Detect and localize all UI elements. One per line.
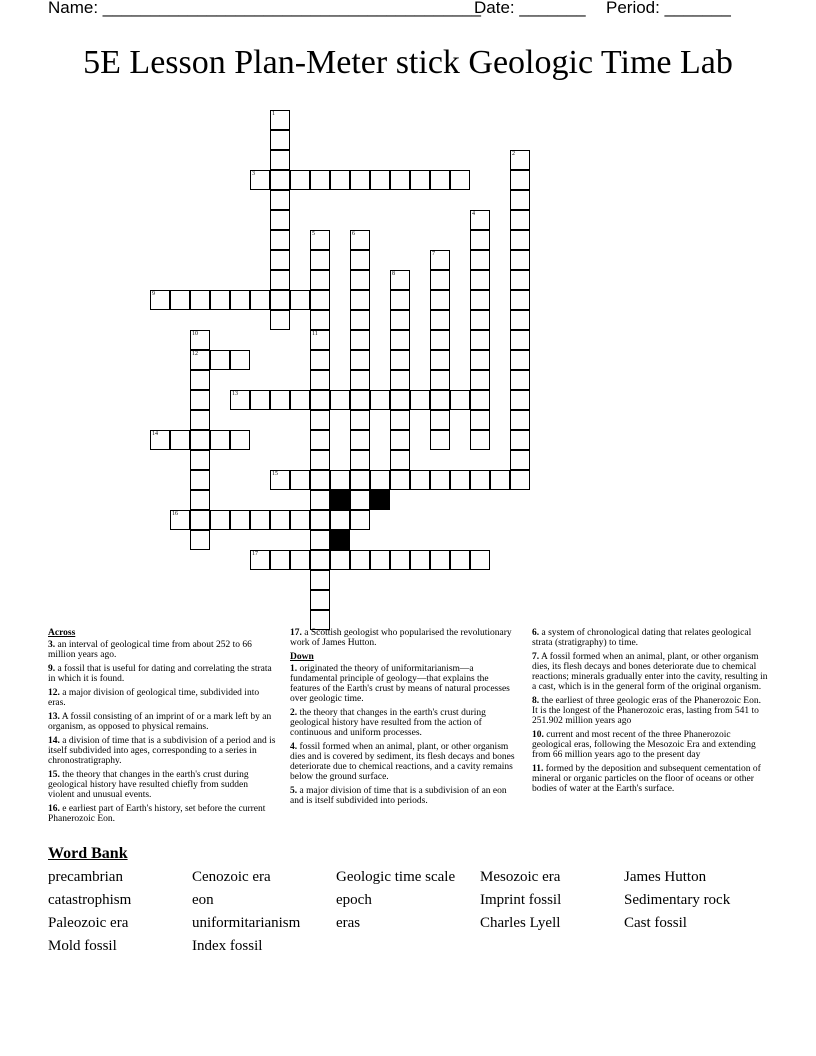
clue-down-1: 1. originated the theory of uniformitarianism—a fundamental principle of geology—that explains the features of the Earth's crust by means of natural processes over geologic time. xyxy=(290,664,510,704)
crossword-cell[interactable] xyxy=(390,450,410,470)
crossword-cell[interactable] xyxy=(470,210,490,230)
crossword-cell[interactable] xyxy=(470,250,490,270)
word-bank-item: precambrian xyxy=(48,869,123,885)
crossword-cell[interactable] xyxy=(350,270,370,290)
crossword-cell[interactable] xyxy=(190,490,210,510)
crossword-black-square xyxy=(370,490,390,510)
crossword-cell[interactable] xyxy=(510,430,530,450)
crossword-cell[interactable] xyxy=(310,510,330,530)
crossword-cell[interactable] xyxy=(170,290,190,310)
clue-number: 14 xyxy=(152,431,158,437)
crossword-cell[interactable] xyxy=(290,290,310,310)
clue-number: 3 xyxy=(252,171,255,177)
date-field-label[interactable]: Date: _______ xyxy=(474,0,586,17)
crossword-cell[interactable] xyxy=(510,170,530,190)
crossword-cell[interactable] xyxy=(450,390,470,410)
crossword-cell[interactable] xyxy=(270,170,290,190)
crossword-cell[interactable] xyxy=(510,390,530,410)
word-bank-item: epoch xyxy=(336,892,372,908)
crossword-cell[interactable] xyxy=(490,470,510,490)
crossword-cell[interactable] xyxy=(510,330,530,350)
crossword-cell[interactable] xyxy=(470,270,490,290)
word-bank-item: Cenozoic era xyxy=(192,869,271,885)
crossword-cell[interactable] xyxy=(350,170,370,190)
crossword-cell[interactable] xyxy=(350,390,370,410)
clue-down-4: 4. fossil formed when an animal, plant, or other organism dies and is covered by sediment, its flesh decays and bones deteriorate due to chemical reactions, and a cavity remains below the ground surface. xyxy=(290,742,515,782)
crossword-cell[interactable] xyxy=(430,390,450,410)
crossword-cell[interactable] xyxy=(310,310,330,330)
crossword-cell[interactable] xyxy=(390,310,410,330)
crossword-cell[interactable] xyxy=(230,510,250,530)
crossword-cell[interactable] xyxy=(390,370,410,390)
crossword-cell[interactable] xyxy=(310,230,330,250)
crossword-cell[interactable] xyxy=(450,470,470,490)
crossword-cell[interactable] xyxy=(470,410,490,430)
crossword-cell[interactable] xyxy=(390,290,410,310)
crossword-cell[interactable] xyxy=(330,390,350,410)
crossword-cell[interactable] xyxy=(230,390,250,410)
clue-number: 12 xyxy=(192,351,198,357)
crossword-cell[interactable] xyxy=(190,510,210,530)
crossword-cell[interactable] xyxy=(510,190,530,210)
crossword-cell[interactable] xyxy=(270,310,290,330)
crossword-cell[interactable] xyxy=(290,390,310,410)
crossword-cell[interactable] xyxy=(450,550,470,570)
crossword-cell[interactable] xyxy=(350,310,370,330)
crossword-cell[interactable] xyxy=(350,550,370,570)
crossword-cell[interactable] xyxy=(250,510,270,530)
crossword-cell[interactable] xyxy=(310,470,330,490)
word-bank-title: Word Bank xyxy=(48,845,128,862)
crossword-cell[interactable] xyxy=(230,430,250,450)
crossword-black-square xyxy=(330,490,350,510)
crossword-cell[interactable] xyxy=(510,310,530,330)
crossword-cell[interactable] xyxy=(330,550,350,570)
crossword-cell[interactable] xyxy=(390,390,410,410)
crossword-cell[interactable] xyxy=(470,330,490,350)
crossword-cell[interactable] xyxy=(430,350,450,370)
crossword-cell[interactable] xyxy=(510,210,530,230)
crossword-cell[interactable] xyxy=(370,550,390,570)
crossword-cell[interactable] xyxy=(390,470,410,490)
crossword-cell[interactable] xyxy=(270,550,290,570)
crossword-cell[interactable] xyxy=(430,290,450,310)
crossword-cell[interactable] xyxy=(150,430,170,450)
crossword-cell[interactable] xyxy=(350,490,370,510)
crossword-cell[interactable] xyxy=(170,510,190,530)
crossword-cell[interactable] xyxy=(250,550,270,570)
clue-down-2: 2. the theory that changes in the earth's crust during geological history have resulted from the action of continuous and uniform processes. xyxy=(290,708,486,738)
clues-column-1 xyxy=(48,628,276,828)
crossword-cell[interactable] xyxy=(350,370,370,390)
crossword-cell[interactable] xyxy=(190,350,210,370)
crossword-cell[interactable] xyxy=(390,430,410,450)
crossword-cell[interactable] xyxy=(430,410,450,430)
crossword-cell[interactable] xyxy=(430,330,450,350)
crossword-cell[interactable] xyxy=(310,530,330,550)
crossword-cell[interactable] xyxy=(310,610,330,630)
crossword-cell[interactable] xyxy=(310,330,330,350)
crossword-cell[interactable] xyxy=(270,290,290,310)
crossword-black-square xyxy=(330,530,350,550)
word-bank-item: Index fossil xyxy=(192,938,263,954)
down-heading: Down xyxy=(290,652,314,662)
crossword-cell[interactable] xyxy=(390,350,410,370)
name-field-label[interactable]: Name: ________________________________________ xyxy=(48,0,481,17)
crossword-cell[interactable] xyxy=(470,370,490,390)
clue-across-12: 12. a major division of geological time, subdivided into eras. xyxy=(48,688,260,708)
crossword-cell[interactable] xyxy=(350,410,370,430)
crossword-cell[interactable] xyxy=(270,150,290,170)
across-heading: Across xyxy=(48,628,76,638)
crossword-cell[interactable] xyxy=(210,350,230,370)
crossword-cell[interactable] xyxy=(350,350,370,370)
clue-number: 10 xyxy=(192,331,198,337)
crossword-cell[interactable] xyxy=(270,110,290,130)
crossword-cell[interactable] xyxy=(430,470,450,490)
crossword-cell[interactable] xyxy=(310,590,330,610)
crossword-cell[interactable] xyxy=(310,170,330,190)
crossword-cell[interactable] xyxy=(310,430,330,450)
crossword-cell[interactable] xyxy=(430,170,450,190)
crossword-cell[interactable] xyxy=(210,510,230,530)
crossword-cell[interactable] xyxy=(310,290,330,310)
crossword-cell[interactable] xyxy=(310,490,330,510)
crossword-cell[interactable] xyxy=(290,510,310,530)
crossword-cell[interactable] xyxy=(190,290,210,310)
clue-number: 11 xyxy=(312,331,318,337)
crossword-cell[interactable] xyxy=(510,450,530,470)
clue-across-14: 14. a division of time that is a subdivision of a period and is itself subdivided into ages, corresponding to a series in chronostratigraphy. xyxy=(48,736,276,766)
crossword-cell[interactable] xyxy=(390,410,410,430)
clue-across-17: 17. a Scottish geologist who popularised the revolutionary work of James Hutton. xyxy=(290,628,512,648)
crossword-cell[interactable] xyxy=(270,270,290,290)
crossword-cell[interactable] xyxy=(430,270,450,290)
crossword-cell[interactable] xyxy=(510,250,530,270)
crossword-cell[interactable] xyxy=(410,170,430,190)
clue-number: 1 xyxy=(272,111,275,117)
crossword-cell[interactable] xyxy=(270,190,290,210)
clue-down-6: 6. a system of chronological dating that relates geological strata (stratigraphy) to time. xyxy=(532,628,752,648)
crossword-cell[interactable] xyxy=(190,410,210,430)
word-bank-item: eon xyxy=(192,892,214,908)
crossword-cell[interactable] xyxy=(310,370,330,390)
word-bank xyxy=(48,866,788,957)
word-bank-item: Cast fossil xyxy=(624,915,687,931)
crossword-cell[interactable] xyxy=(350,450,370,470)
word-bank-item: Imprint fossil xyxy=(480,892,562,908)
crossword-cell[interactable] xyxy=(230,350,250,370)
clue-number: 8 xyxy=(392,271,395,277)
crossword-cell[interactable] xyxy=(470,470,490,490)
clue-across-15: 15. the theory that changes in the earth's crust during geological history have resulted chiefly from sudden violent and unusual events. xyxy=(48,770,249,800)
crossword-cell[interactable] xyxy=(510,350,530,370)
crossword-cell[interactable] xyxy=(350,510,370,530)
clue-down-5: 5. a major division of time that is a subdivision of an eon and is itself subdivided into periods. xyxy=(290,786,507,806)
word-bank-item: Charles Lyell xyxy=(480,915,561,931)
crossword-cell[interactable] xyxy=(370,170,390,190)
word-bank-item: Paleozoic era xyxy=(48,915,129,931)
crossword-cell[interactable] xyxy=(210,290,230,310)
clue-number: 13 xyxy=(232,391,238,397)
crossword-cell[interactable] xyxy=(310,250,330,270)
crossword-cell[interactable] xyxy=(510,230,530,250)
crossword-cell[interactable] xyxy=(370,390,390,410)
clue-number: 5 xyxy=(312,231,315,237)
word-bank-item: Mesozoic era xyxy=(480,869,561,885)
crossword-cell[interactable] xyxy=(390,170,410,190)
crossword-cell[interactable] xyxy=(330,470,350,490)
crossword-cell[interactable] xyxy=(190,330,210,350)
crossword-cell[interactable] xyxy=(350,250,370,270)
crossword-cell[interactable] xyxy=(350,290,370,310)
crossword-cell[interactable] xyxy=(370,470,390,490)
crossword-cell[interactable] xyxy=(310,350,330,370)
clue-number: 6 xyxy=(352,231,355,237)
word-bank-item: eras xyxy=(336,915,361,931)
crossword-cell[interactable] xyxy=(210,430,230,450)
clue-number: 16 xyxy=(172,511,178,517)
crossword-cell[interactable] xyxy=(290,170,310,190)
crossword-cell[interactable] xyxy=(310,270,330,290)
crossword-cell[interactable] xyxy=(430,250,450,270)
crossword-cell[interactable] xyxy=(430,370,450,390)
clue-number: 2 xyxy=(512,151,515,157)
crossword-cell[interactable] xyxy=(430,550,450,570)
crossword-cell[interactable] xyxy=(330,170,350,190)
crossword-cell[interactable] xyxy=(250,390,270,410)
crossword-cell[interactable] xyxy=(310,550,330,570)
crossword-cell[interactable] xyxy=(470,390,490,410)
crossword-cell[interactable] xyxy=(310,570,330,590)
crossword-cell[interactable] xyxy=(430,310,450,330)
crossword-cell[interactable] xyxy=(450,170,470,190)
crossword-cell[interactable] xyxy=(270,390,290,410)
clue-down-7: 7. A fossil formed when an animal, plant, or other organism dies, its flesh decays and bones deteriorate due to chemical reactions; minerals gradually enter into the cavity, resulting in a cast, which is in the general form of the original organism. xyxy=(532,652,768,692)
crossword-cell[interactable] xyxy=(270,510,290,530)
clue-number: 15 xyxy=(272,471,278,477)
crossword-cell[interactable] xyxy=(270,210,290,230)
crossword-cell[interactable] xyxy=(310,390,330,410)
crossword-cell[interactable] xyxy=(470,230,490,250)
clues-column-3 xyxy=(532,628,768,798)
crossword-cell[interactable] xyxy=(510,370,530,390)
word-bank-item: catastrophism xyxy=(48,892,132,908)
word-bank-item: Geologic time scale xyxy=(336,869,456,885)
clue-down-10: 10. current and most recent of the three Phanerozoic geological eras, following the Mesozoic Era and extending from 66 million years ago to the present day xyxy=(532,730,756,760)
crossword-cell[interactable] xyxy=(310,410,330,430)
clue-number: 4 xyxy=(472,211,475,217)
crossword-cell[interactable] xyxy=(350,330,370,350)
crossword-cell[interactable] xyxy=(350,230,370,250)
clues-column-2 xyxy=(290,628,518,810)
crossword-cell[interactable] xyxy=(410,390,430,410)
crossword-cell[interactable] xyxy=(330,510,350,530)
word-bank-item: Sedimentary rock xyxy=(624,892,731,908)
crossword-cell[interactable] xyxy=(390,330,410,350)
clue-down-11: 11. formed by the deposition and subsequent cementation of mineral or organic particles on the floor of oceans or other bodies of water at the Earth's surface. xyxy=(532,764,761,794)
crossword-cell[interactable] xyxy=(470,290,490,310)
crossword-cell[interactable] xyxy=(270,230,290,250)
crossword-cell[interactable] xyxy=(350,430,370,450)
crossword-cell[interactable] xyxy=(150,290,170,310)
crossword-cell[interactable] xyxy=(430,430,450,450)
crossword-cell[interactable] xyxy=(510,150,530,170)
word-bank-item: Mold fossil xyxy=(48,938,117,954)
period-field-label[interactable]: Period: _______ xyxy=(606,0,731,17)
crossword-cell[interactable] xyxy=(270,250,290,270)
crossword-cell[interactable] xyxy=(170,430,190,450)
word-bank-item: uniformitarianism xyxy=(192,915,301,931)
crossword-cell[interactable] xyxy=(230,290,250,310)
clue-across-16: 16. e earliest part of Earth's history, set before the current Phanerozoic Eon. xyxy=(48,804,266,824)
crossword-cell[interactable] xyxy=(350,470,370,490)
clue-across-13: 13. A fossil consisting of an imprint of or a mark left by an organism, as opposed to physical remains. xyxy=(48,712,272,732)
crossword-cell[interactable] xyxy=(190,470,210,490)
clue-across-9: 9. a fossil that is useful for dating and correlating the strata in which it is found. xyxy=(48,664,272,684)
crossword-cell[interactable] xyxy=(190,450,210,470)
crossword-cell[interactable] xyxy=(290,470,310,490)
crossword-cell[interactable] xyxy=(270,470,290,490)
crossword-cell[interactable] xyxy=(390,550,410,570)
clue-down-8: 8. the earliest of three geologic eras of the Phanerozoic Eon. It is the longest of the Phanerozoic eras, lasting from 541 to 251.902 million years ago xyxy=(532,696,761,726)
crossword-cell[interactable] xyxy=(190,530,210,550)
crossword-cell[interactable] xyxy=(510,270,530,290)
crossword-cell[interactable] xyxy=(510,470,530,490)
crossword-cell[interactable] xyxy=(190,430,210,450)
crossword-cell[interactable] xyxy=(250,290,270,310)
crossword-cell[interactable] xyxy=(270,130,290,150)
crossword-cell[interactable] xyxy=(510,410,530,430)
clue-number: 17 xyxy=(252,551,258,557)
crossword-cell[interactable] xyxy=(470,430,490,450)
clue-number: 9 xyxy=(152,291,155,297)
crossword-cell[interactable] xyxy=(410,550,430,570)
crossword-cell[interactable] xyxy=(470,310,490,330)
crossword-cell[interactable] xyxy=(390,270,410,290)
clue-across-3: 3. an interval of geological time from about 252 to 66 million years ago. xyxy=(48,640,252,660)
crossword-cell[interactable] xyxy=(470,350,490,370)
crossword-cell[interactable] xyxy=(510,290,530,310)
word-bank-item: James Hutton xyxy=(624,869,707,885)
crossword-cell[interactable] xyxy=(190,390,210,410)
crossword-cell[interactable] xyxy=(250,170,270,190)
clue-number: 7 xyxy=(432,251,435,257)
crossword-cell[interactable] xyxy=(310,450,330,470)
crossword-cell[interactable] xyxy=(410,470,430,490)
page-title: 5E Lesson Plan-Meter stick Geologic Time Lab xyxy=(83,44,733,81)
crossword-cell[interactable] xyxy=(470,550,490,570)
crossword-cell[interactable] xyxy=(190,370,210,390)
crossword-cell[interactable] xyxy=(290,550,310,570)
